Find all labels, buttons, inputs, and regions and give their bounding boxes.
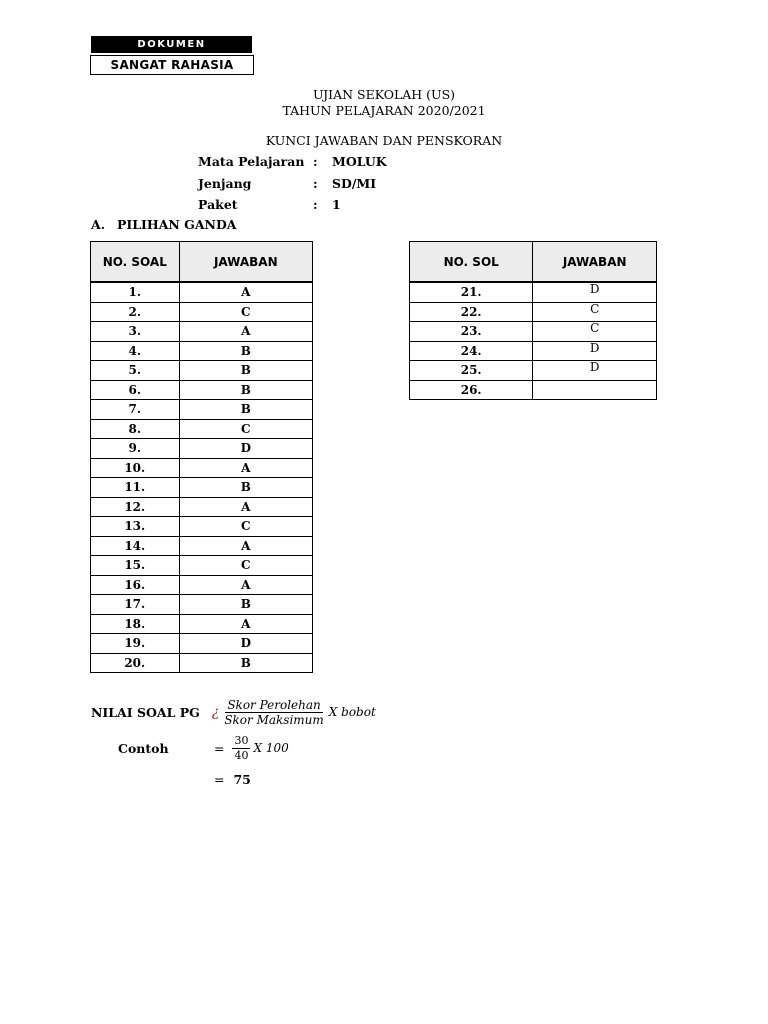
question-number: 15. — [91, 556, 180, 576]
question-number: 22. — [410, 302, 533, 322]
column-header-number: NO. SOAL — [91, 242, 180, 282]
question-number: 4. — [91, 341, 180, 361]
example-result — [214, 772, 251, 787]
example-multiplier: X 100 — [253, 741, 289, 755]
formula-denominator: Skor Maksimum — [224, 712, 324, 727]
question-number: 11. — [91, 478, 180, 498]
example-calculation — [118, 733, 289, 763]
table-row — [410, 322, 657, 342]
answer-table-right — [409, 241, 657, 400]
column-header-answer: JAWABAN — [533, 242, 657, 282]
answer-key: A — [179, 536, 312, 556]
table-header-row — [91, 242, 313, 282]
academic-year: TAHUN PELAJARAN 2020/2021 — [282, 103, 486, 118]
answer-key: A — [179, 322, 312, 342]
answer-key: C — [179, 556, 312, 576]
table-row — [91, 595, 313, 615]
table-row — [91, 497, 313, 517]
table-row — [91, 380, 313, 400]
question-number: 13. — [91, 517, 180, 537]
equals-sign: = — [214, 772, 225, 787]
table-row — [91, 439, 313, 459]
table-row — [91, 302, 313, 322]
question-number: 12. — [91, 497, 180, 517]
answer-key: C — [179, 517, 312, 537]
section-letter: A. — [91, 217, 106, 232]
answer-key: D — [533, 361, 657, 381]
question-number: 6. — [91, 380, 180, 400]
table-row — [91, 478, 313, 498]
question-number: 7. — [91, 400, 180, 420]
meta-value: SD/MI — [332, 176, 377, 191]
column-header-answer: JAWABAN — [179, 242, 312, 282]
classification-label: SANGAT RAHASIA — [90, 55, 254, 75]
table-row — [91, 614, 313, 634]
answer-key: A — [179, 283, 312, 303]
table-row — [91, 419, 313, 439]
table-row — [91, 400, 313, 420]
answer-key: B — [179, 361, 312, 381]
answer-key: D — [533, 283, 657, 303]
table-row — [410, 380, 657, 400]
meta-sep: : — [313, 176, 318, 191]
document-label: DOKUMEN — [91, 36, 252, 53]
section-heading — [91, 217, 237, 232]
question-number: 9. — [91, 439, 180, 459]
answer-key: B — [179, 653, 312, 673]
table-row — [91, 556, 313, 576]
answer-key: C — [533, 302, 657, 322]
meta-key: Paket — [198, 197, 238, 212]
table-row — [91, 341, 313, 361]
question-number: 5. — [91, 361, 180, 381]
question-number: 26. — [410, 380, 533, 400]
equals-sign: = — [214, 740, 225, 756]
question-number: 3. — [91, 322, 180, 342]
table-row — [91, 458, 313, 478]
answer-key: B — [179, 595, 312, 615]
formula-symbol: ¿ — [211, 704, 220, 720]
section-title: PILIHAN GANDA — [117, 217, 237, 232]
answer-key: B — [179, 400, 312, 420]
answer-key: D — [533, 341, 657, 361]
question-number: 17. — [91, 595, 180, 615]
table-row — [410, 361, 657, 381]
meta-sep: : — [313, 197, 318, 212]
question-number: 20. — [91, 653, 180, 673]
formula-numerator: Skor Perolehan — [227, 697, 321, 712]
table-row — [91, 575, 313, 595]
example-fraction — [232, 734, 250, 763]
exam-title: UJIAN SEKOLAH (US) — [312, 87, 456, 102]
table-row — [91, 536, 313, 556]
meta-sep: : — [313, 154, 318, 169]
question-number: 23. — [410, 322, 533, 342]
table-row — [410, 283, 657, 303]
example-numerator: 30 — [234, 733, 249, 747]
answer-key — [533, 380, 657, 400]
question-number: 16. — [91, 575, 180, 595]
answer-key: C — [533, 322, 657, 342]
answer-key: C — [179, 419, 312, 439]
table-row — [91, 634, 313, 654]
formula-multiplier: X bobot — [328, 705, 376, 719]
answer-key: A — [179, 575, 312, 595]
column-header-number: NO. SOL — [410, 242, 533, 282]
answer-key: B — [179, 380, 312, 400]
meta-value: 1 — [332, 197, 341, 212]
answer-table-left — [90, 241, 313, 673]
table-row — [91, 653, 313, 673]
table-row — [91, 517, 313, 537]
answer-key: B — [179, 478, 312, 498]
question-number: 1. — [91, 283, 180, 303]
answer-key: B — [179, 341, 312, 361]
result-value: 75 — [233, 772, 251, 787]
question-number: 10. — [91, 458, 180, 478]
meta-key: Mata Pelajaran — [198, 154, 305, 169]
question-number: 2. — [91, 302, 180, 322]
answer-key: C — [179, 302, 312, 322]
table-row — [91, 361, 313, 381]
meta-value: MOLUK — [332, 154, 387, 169]
example-denominator: 40 — [234, 748, 249, 762]
answer-key: D — [179, 634, 312, 654]
question-number: 14. — [91, 536, 180, 556]
formula-label: NILAI SOAL PG — [91, 704, 200, 720]
table-header-row — [410, 242, 657, 282]
answer-key: D — [179, 439, 312, 459]
answer-key: A — [179, 458, 312, 478]
answer-key: A — [179, 614, 312, 634]
answer-key: A — [179, 497, 312, 517]
score-formula — [91, 697, 376, 727]
table-row — [91, 322, 313, 342]
table-row — [91, 283, 313, 303]
example-label: Contoh — [118, 740, 169, 756]
formula-fraction — [222, 698, 325, 727]
table-row — [410, 302, 657, 322]
question-number: 21. — [410, 283, 533, 303]
question-number: 25. — [410, 361, 533, 381]
question-number: 8. — [91, 419, 180, 439]
document-heading: KUNCI JAWABAN DAN PENSKORAN — [265, 133, 503, 148]
question-number: 19. — [91, 634, 180, 654]
meta-key: Jenjang — [198, 176, 252, 191]
table-row — [410, 341, 657, 361]
question-number: 18. — [91, 614, 180, 634]
question-number: 24. — [410, 341, 533, 361]
